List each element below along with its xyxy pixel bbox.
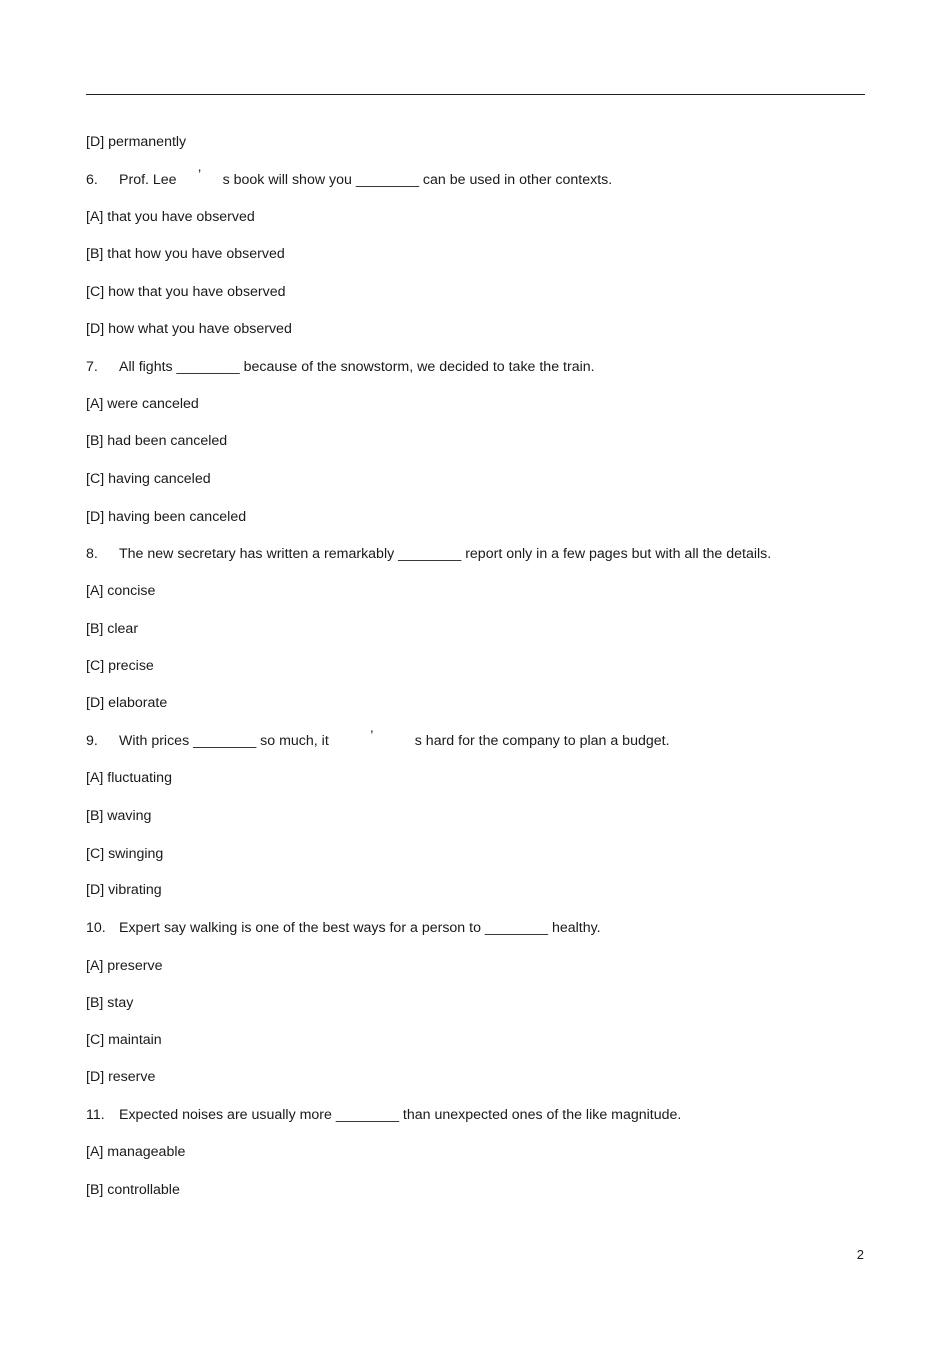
option-10b: [B] stay	[86, 995, 134, 1011]
option-10c: [C] maintain	[86, 1032, 162, 1048]
option-6d: [D] how what you have observed	[86, 321, 292, 337]
option-11a: [A] manageable	[86, 1144, 186, 1160]
question-text: Expert say walking is one of the best ways for a person to ________ healthy.	[119, 920, 601, 936]
question-text-before: With prices ________ so much, it	[119, 733, 329, 749]
question-11	[86, 1106, 681, 1124]
question-number: 8.	[86, 546, 98, 562]
option-6b: [B] that how you have observed	[86, 246, 285, 262]
option-7d: [D] having been canceled	[86, 509, 247, 525]
question-text: All fights ________ because of the snowstorm, we decided to take the train.	[119, 359, 595, 375]
question-10	[86, 919, 601, 937]
question-number: 11.	[86, 1107, 105, 1123]
option-8d: [D] elaborate	[86, 695, 168, 711]
option-10d: [D] reserve	[86, 1069, 156, 1085]
question-9	[86, 728, 670, 750]
option-9c: [C] swinging	[86, 846, 164, 862]
option-10a: [A] preserve	[86, 958, 163, 974]
option-7b: [B] had been canceled	[86, 433, 228, 449]
option-8c: [C] precise	[86, 658, 154, 674]
option-6a: [A] that you have observed	[86, 209, 255, 225]
option-7c: [C] having canceled	[86, 471, 211, 487]
apostrophe: ’	[198, 167, 202, 183]
question-text: Expected noises are usually more ________ than unexpected ones of the like magnitude.	[119, 1107, 682, 1123]
page-number: 2	[856, 1247, 864, 1262]
question-7	[86, 358, 595, 376]
question-number: 9.	[86, 733, 98, 749]
question-number: 10.	[86, 920, 106, 936]
question-text-before: Prof. Lee	[119, 172, 177, 188]
question-8	[86, 545, 771, 563]
question-6	[86, 167, 613, 189]
option-7a: [A] were canceled	[86, 396, 199, 412]
option-8a: [A] concise	[86, 583, 156, 599]
question-number: 7.	[86, 359, 98, 375]
option-5d: [D] permanently	[86, 134, 187, 150]
option-6c: [C] how that you have observed	[86, 284, 286, 300]
question-text: The new secretary has written a remarkably ________ report only in a few pages but with all the details.	[119, 546, 772, 562]
option-8b: [B] clear	[86, 621, 139, 637]
option-9b: [B] waving	[86, 808, 152, 824]
header-rule	[86, 94, 865, 95]
question-number: 6.	[86, 172, 98, 188]
question-text-after: s hard for the company to plan a budget.	[414, 733, 670, 749]
option-9d: [D] vibrating	[86, 882, 162, 898]
question-text-after: s book will show you ________ can be used in other contexts.	[222, 172, 613, 188]
apostrophe: ’	[370, 728, 374, 744]
option-9a: [A] fluctuating	[86, 770, 172, 786]
option-11b: [B] controllable	[86, 1182, 180, 1198]
